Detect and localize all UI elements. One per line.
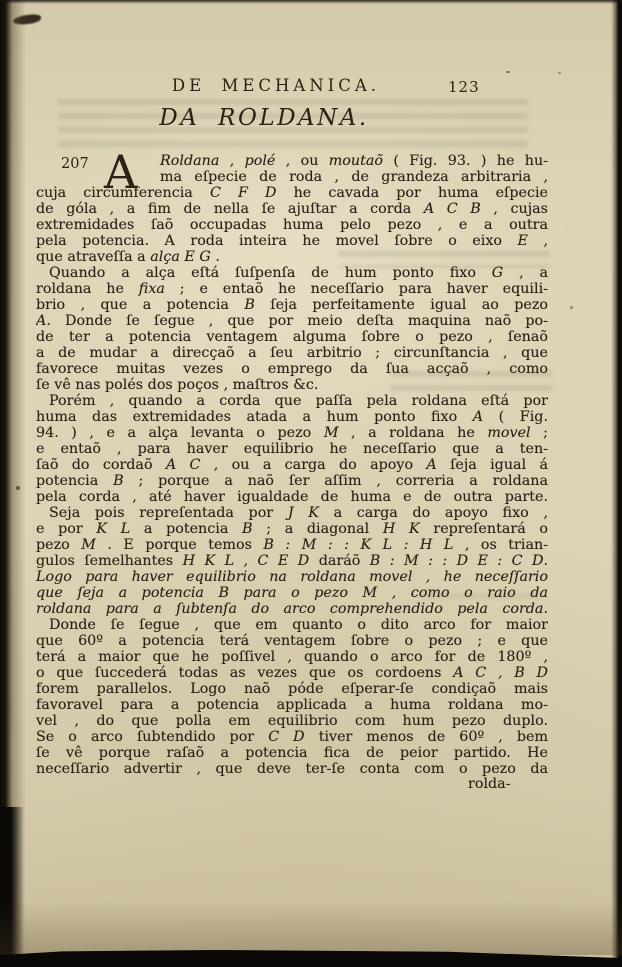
running-head: DE MECHANICA. <box>171 76 381 95</box>
text-line: Porém , quando a corda que paſſa pela roldana eſtá por <box>49 393 548 409</box>
text-line: vel , do que polla em equilibrio com hum pezo duplo. <box>36 713 548 729</box>
drop-cap-letter: A <box>104 145 138 199</box>
paragraph <box>36 393 548 505</box>
text-line: de ter a potencia ventagem alguma ſobre o pezo , ſenaõ <box>36 329 548 345</box>
body-text-column <box>36 145 548 777</box>
text-line: e entaõ , para haver equilibrio he neceſſario que a ten- <box>36 441 548 457</box>
text-line: A. Donde ſe ſegue , que por meio deſta maquina naõ po- <box>36 313 548 329</box>
text-line: terá a maior que he poſſivel , quando o arco for de 180º , <box>36 649 548 665</box>
text-line: brio , que a potencia B ſeja perfeitamente igual ao pezo <box>36 297 548 313</box>
text-line: Donde ſe ſegue , que em quanto o dito arco for maior <box>49 617 548 633</box>
text-line: extremidades ſaõ occupadas huma pelo pezo , e a outra <box>36 217 548 233</box>
text-line: 94. ) , e a alça levanta o pezo M , a roldana he movel ; <box>36 425 548 441</box>
text-line: ſe vê nas polés dos poços , maſtros &c. <box>36 377 319 393</box>
page-number: 123 <box>448 78 480 96</box>
text-line: forem parallelos. Logo naõ póde eſperar-ſe condiçaõ mais <box>36 681 548 697</box>
ink-speck <box>558 72 561 74</box>
text-line: o que ſuccederá todas as vezes que os cordoens A C , B D <box>36 665 548 681</box>
catchword: rolda- <box>468 776 511 792</box>
paragraph <box>36 145 548 265</box>
text-line: ſaõ do cordaõ A C , ou a carga do apoyo A ſeja igual á <box>36 457 548 473</box>
text-line: potencia B ; porque a naõ ſer aſſim , correria a roldana <box>36 473 548 489</box>
text-line: Quando a alça eſtá ſuſpenſa de hum ponto fixo G , a <box>49 265 548 281</box>
paragraph-number: 207 <box>61 156 89 172</box>
text-line: de góla , a fim de nella ſe ajuſtar a corda A C B , cujas <box>36 201 548 217</box>
text-line: cuja circumferencia C F D he cavada por huma eſpecie <box>36 185 548 201</box>
text-line: roldana para a ſubtenſa do arco comprehendido pela corda. <box>36 601 548 617</box>
text-line: ma eſpecie de roda , de grandeza arbitraria , <box>160 169 548 185</box>
text-line: Logo para haver equilibrio na roldana movel , he neceſſario <box>36 569 548 585</box>
text-line: favorece muitas vezes o emprego da ſua acçaõ , como <box>36 361 548 377</box>
page-edge-top <box>0 0 622 4</box>
ink-speck <box>506 71 510 73</box>
text-line: que atraveſſa a alça E G . <box>36 249 220 265</box>
text-line: que 60º a potencia terá ventagem ſobre o pezo ; e que <box>36 633 548 649</box>
paragraph <box>36 617 548 777</box>
text-line: huma das extremidades atada a hum ponto fixo A ( Fig. <box>36 409 548 425</box>
paragraph <box>36 265 548 393</box>
text-line: roldana he fixa ; e entaõ he neceſſario para haver equili- <box>36 281 548 297</box>
section-title: DA ROLDANA. <box>159 105 369 131</box>
text-line: neceſſario advertir , que deve ter-ſe conta com o pezo da <box>36 761 548 777</box>
ink-speck <box>570 306 573 309</box>
text-line: pela potencia. A roda inteira he movel ſobre o eixo E , <box>36 233 548 249</box>
text-line: Se o arco ſubtendido por C D tiver menos de 60º , bem <box>36 729 548 745</box>
text-line: a de mudar a direcçaõ a ſeu arbitrio ; circunſtancia , que <box>36 345 548 361</box>
text-line: que ſeja a potencia B para o pezo M , como o raio da <box>36 585 548 601</box>
text-line: Seja pois repreſentada por J K a carga do apoyo fixo , <box>49 505 548 521</box>
text-line: gulos ſemelhantes H K L , C E D daráõ B : M : : D E : C D. <box>36 553 548 569</box>
page-edge-right <box>611 0 622 967</box>
text-line: pela corda , até haver igualdade de huma e de outra parte. <box>36 489 548 505</box>
text-line: ſe vê porque raſaõ a potencia fica de peior partido. He <box>36 745 548 761</box>
paragraph <box>36 505 548 617</box>
text-line: Roldana , polé , ou moutaõ ( Fig. 93. ) he hu- <box>160 153 548 169</box>
text-line: favoravel para a potencia applicada a huma roldana mo- <box>36 697 548 713</box>
text-line: pezo M . E porque temos B : M : : K L : H L , os trian- <box>36 537 548 553</box>
text-line: e por K L a potencia B ; a diagonal H K repreſentará o <box>36 521 548 537</box>
page-curl-shadow <box>0 900 622 955</box>
